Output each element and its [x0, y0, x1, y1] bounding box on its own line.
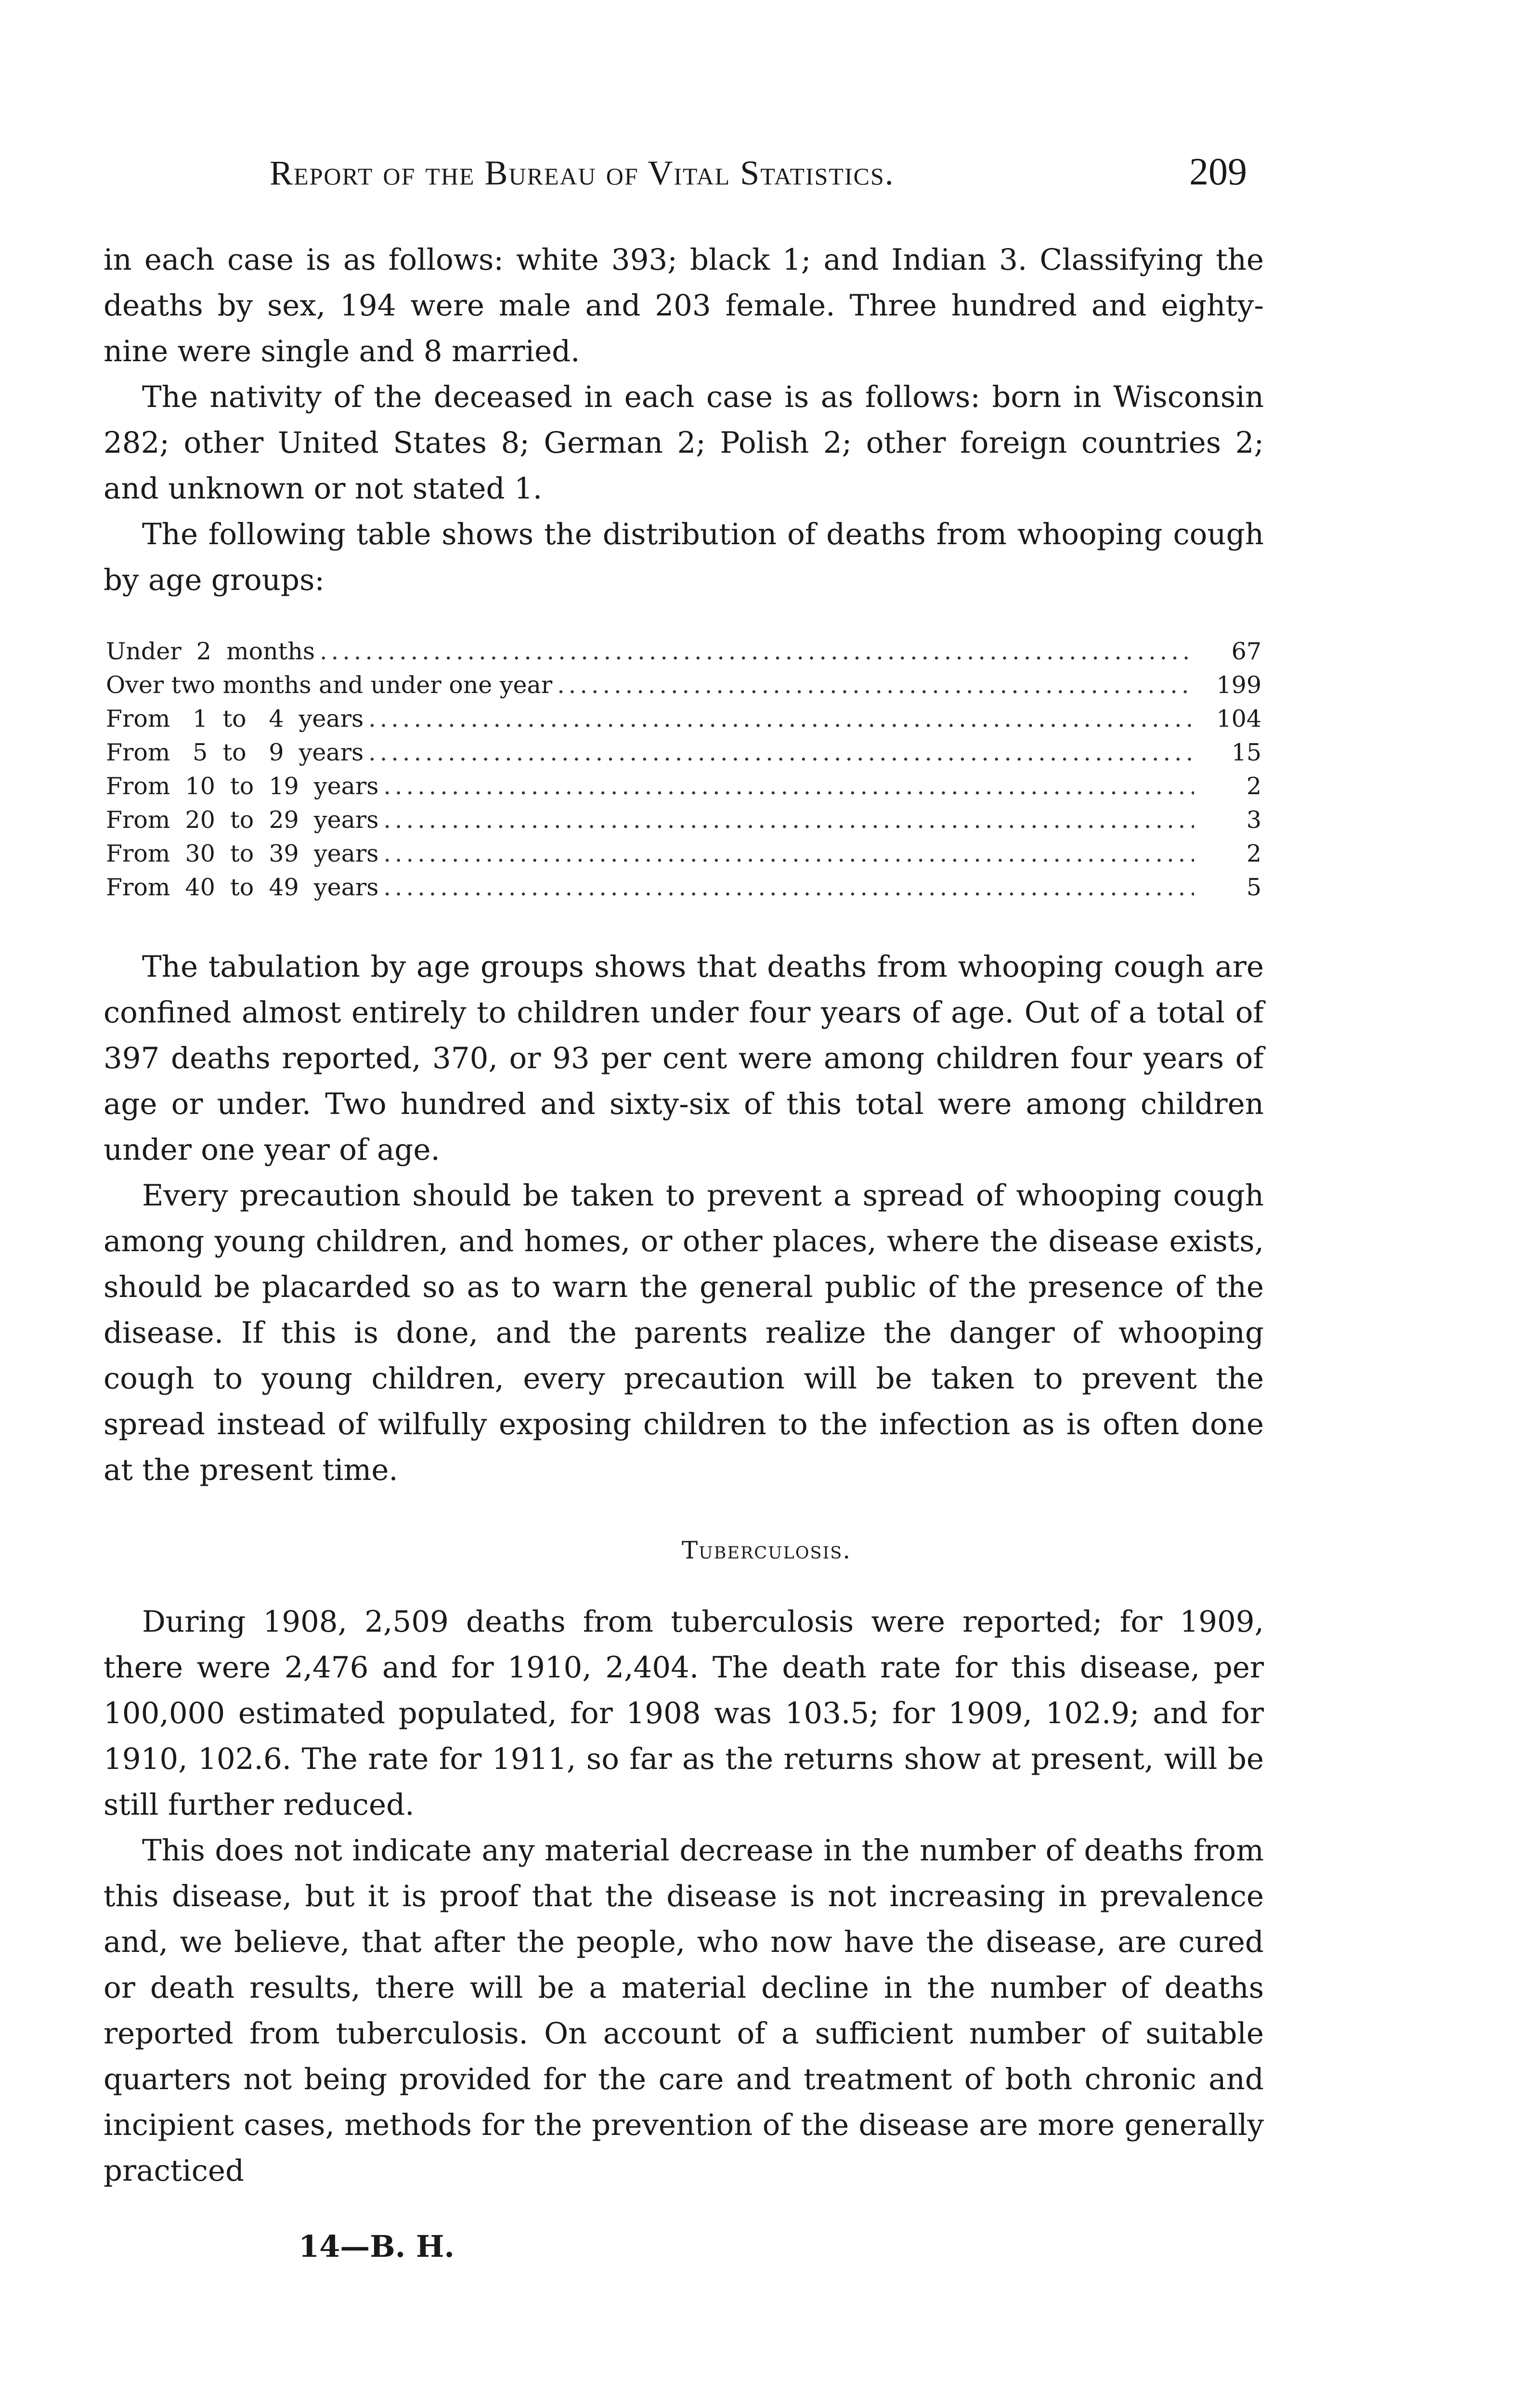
leader-dots — [383, 837, 1194, 871]
paragraph-tb-prevalence: This does not indicate any material decrease in the number of deaths from this disease, but it is proof that the disease is not increasing in prevalence and, we believe, that after the people, who now have the disease, are cured or death results, there will be a material decline in the number of deaths reported from tuberculosis. On account of a sufficient number of suitable quarters not being provided for the care and treatment of both chronic and incipient cases, methods for the prevention of the disease are more generally practiced — [104, 1833, 1264, 2188]
table-row — [106, 702, 1261, 736]
paragraph-race-sex: in each case is as follows: white 393; black 1; and Indian 3. Classifying the deaths by sex, 194 were male and 203 female. Three hundred and eighty-nine were single and 8 married. — [104, 243, 1264, 368]
paragraph-nativity: The nativity of the deceased in each case is as follows: born in Wisconsin 282; other United States 8; German 2; Polish 2; other foreign countries 2; and unknown or not stated 1. — [104, 380, 1264, 506]
paragraph-precaution: Every precaution should be taken to prevent a spread of whooping cough among young children, and homes, or other places, where the disease exists, should be placarded so as to warn the general public of the presence of the disease. If this is done, and the parents realize the danger of whooping cough to young children, every precaution will be taken to prevent the spread instead of wilfully exposing children to the infection as is often done at the present time. — [104, 1178, 1264, 1487]
table-row — [106, 736, 1261, 770]
table-row — [106, 803, 1261, 837]
leader-dots — [383, 871, 1194, 904]
section-heading-tuberculosis: Tuberculosis. — [681, 1536, 852, 1564]
death-count: 67 — [1231, 638, 1261, 665]
paragraph-table-intro: The following table shows the distribution of deaths from whooping cough by age groups: — [104, 517, 1264, 597]
leader-dots — [383, 770, 1194, 803]
table-row — [106, 668, 1261, 702]
table-row — [106, 837, 1261, 871]
leader-dots — [368, 702, 1194, 736]
leader-dots — [368, 736, 1194, 770]
age-group-label: From 5 to 9 years — [106, 739, 364, 766]
death-count: 2 — [1246, 772, 1261, 800]
death-count: 104 — [1216, 705, 1261, 733]
death-count: 5 — [1246, 874, 1261, 901]
tuberculosis-text-block — [104, 1599, 1264, 2194]
age-group-label: From 30 to 39 years — [106, 840, 379, 867]
death-count: 3 — [1246, 806, 1261, 834]
leader-dots — [320, 635, 1194, 668]
intro-text-block — [104, 237, 1264, 603]
table-row — [106, 871, 1261, 904]
death-count: 15 — [1231, 739, 1261, 766]
leader-dots — [383, 803, 1194, 837]
age-group-label: Under 2 months — [106, 638, 315, 665]
running-head — [270, 153, 1266, 193]
death-count: 2 — [1246, 840, 1261, 867]
table-row — [106, 635, 1261, 668]
table-row — [106, 770, 1261, 803]
age-group-label: From 20 to 29 years — [106, 806, 379, 834]
age-group-label: Over two months and under one year — [106, 671, 553, 699]
running-title: Report of the Bureau of Vital Statistics. — [270, 154, 895, 192]
leader-dots — [557, 668, 1194, 702]
paragraph-tabulation: The tabulation by age groups shows that deaths from whooping cough are confined almost entirely to children under four years of age. Out of a total of 397 deaths reported, 370, or 93 per cent were among children four years of age or under. Two hundred and sixty-six of this total were among children under one year of age. — [104, 950, 1264, 1167]
age-group-table — [106, 635, 1261, 904]
age-group-label: From 40 to 49 years — [106, 874, 379, 901]
whooping-cough-text-block — [104, 944, 1264, 1493]
death-count: 199 — [1216, 671, 1261, 699]
page-number: 209 — [1189, 151, 1247, 193]
age-group-label: From 1 to 4 years — [106, 705, 364, 733]
age-group-label: From 10 to 19 years — [106, 772, 379, 800]
signature-mark: 14—B. H. — [299, 2229, 455, 2264]
paragraph-tb-deaths: During 1908, 2,509 deaths from tuberculosis were reported; for 1909, there were 2,476 and for 1910, 2,404. The death rate for this disease, per 100,000 estimated populated, for 1908 was 103.5; for 1909, 102.9; and for 1910, 102.6. The rate for 1911, so far as the returns show at present, will be still further reduced. — [104, 1605, 1264, 1822]
